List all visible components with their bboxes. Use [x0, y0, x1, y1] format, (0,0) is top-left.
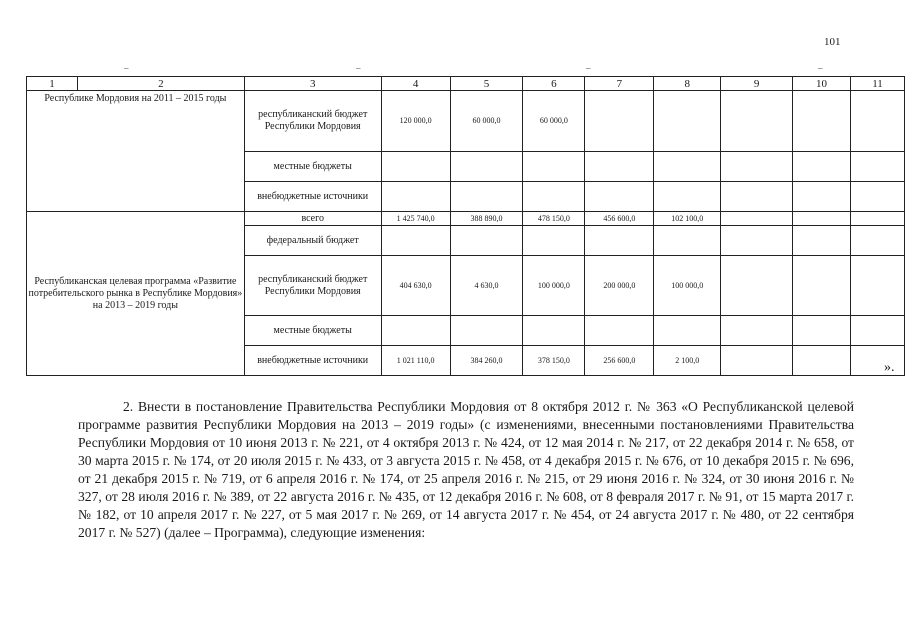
value-cell — [654, 152, 721, 182]
value-cell: 256 600,0 — [585, 346, 654, 376]
value-cell — [450, 316, 523, 346]
table-row — [27, 212, 905, 226]
column-header: 9 — [721, 77, 793, 91]
value-cell — [523, 316, 585, 346]
value-cell — [523, 226, 585, 256]
funding-source: федеральный бюджет — [244, 226, 381, 256]
column-header: 11 — [851, 77, 905, 91]
value-cell — [450, 182, 523, 212]
header-mark: – — [818, 63, 823, 73]
value-cell — [585, 226, 654, 256]
value-cell: 4 630,0 — [450, 256, 523, 316]
value-cell: 378 150,0 — [523, 346, 585, 376]
header-mark: – — [356, 63, 361, 73]
value-cell: 2 100,0 — [654, 346, 721, 376]
value-cell: 60 000,0 — [450, 91, 523, 152]
column-header: 8 — [654, 77, 721, 91]
value-cell — [381, 226, 450, 256]
value-cell — [381, 152, 450, 182]
value-cell — [654, 182, 721, 212]
header-mark: – — [586, 63, 591, 73]
page-number: 101 — [824, 36, 841, 48]
value-cell: 60 000,0 — [523, 91, 585, 152]
header-mark: – — [124, 63, 129, 73]
column-header: 6 — [523, 77, 585, 91]
funding-source: внебюджетные источники — [244, 182, 381, 212]
value-cell — [450, 152, 523, 182]
funding-source: внебюджетные источники — [244, 346, 381, 376]
program-name: Республиканская целевая программа «Развитие потребительского рынка в Республике Мордовия» на 2013 – 2019 годы — [27, 212, 245, 376]
table-header-row — [27, 77, 905, 91]
amendment-paragraph — [78, 398, 854, 542]
value-cell — [654, 91, 721, 152]
column-header: 10 — [793, 77, 851, 91]
value-cell — [654, 226, 721, 256]
funding-source: местные бюджеты — [244, 152, 381, 182]
value-cell: 404 630,0 — [381, 256, 450, 316]
value-cell — [585, 316, 654, 346]
value-cell: 1 021 110,0 — [381, 346, 450, 376]
table-row — [27, 91, 905, 152]
funding-source: республиканский бюджет Республики Мордовия — [244, 91, 381, 152]
funding-source: местные бюджеты — [244, 316, 381, 346]
value-cell: 100 000,0 — [654, 256, 721, 316]
value-cell: 384 260,0 — [450, 346, 523, 376]
paragraph-text: 2. Внести в постановление Правительства Республики Мордовия от 8 октября 2012 г. № 363 «О Республиканской целевой программе развития Республики Мордовия на 2013 – 2019 годы» (с изменениями, внесенными постановлениями Правительства Республики Мордовия от 10 июня 2013 г. № 221, от 4 октября 2013 г. № 424, от 12 мая 2014 г. № 217, от 22 декабря 2014 г. № 658, от 30 марта 2015 г. № 174, от 20 июля 2015 г. № 433, от 3 августа 2015 г. № 458, от 4 декабря 2015 г. № 676, от 10 декабря 2015 г. № 696, от 21 декабря 2015 г. № 719, от 6 апреля 2016 г. № 174, от 25 апреля 2016 г. № 215, от 29 июня 2016 г. № 324, от 30 июня 2016 г. № 327, от 28 июля 2016 г. № 389, от 22 августа 2016 г. № 435, от 12 декабря 2016 г. № 608, от 8 февраля 2017 г. № 91, от 15 марта 2017 г. № 182, от 10 апреля 2017 г. № 227, от 5 мая 2017 г. № 269, от 14 августа 2017 г. № 454, от 24 августа 2017 г. № 480, от 22 сентября 2017 г. № 527) (далее – Программа), следующие изменения: — [78, 399, 854, 540]
value-cell — [523, 152, 585, 182]
value-cell: 388 890,0 — [450, 212, 523, 226]
funding-table — [26, 76, 905, 376]
value-cell: 120 000,0 — [381, 91, 450, 152]
value-cell: 478 150,0 — [523, 212, 585, 226]
value-cell: 200 000,0 — [585, 256, 654, 316]
value-cell — [585, 91, 654, 152]
funding-source: всего — [244, 212, 381, 226]
value-cell: 102 100,0 — [654, 212, 721, 226]
column-header: 2 — [77, 77, 244, 91]
column-header: 1 — [27, 77, 78, 91]
column-header: 4 — [381, 77, 450, 91]
program-name: Республике Мордовия на 2011 – 2015 годы — [27, 91, 245, 212]
value-cell — [585, 182, 654, 212]
value-cell: 456 600,0 — [585, 212, 654, 226]
value-cell — [381, 182, 450, 212]
value-cell: 1 425 740,0 — [381, 212, 450, 226]
value-cell: 100 000,0 — [523, 256, 585, 316]
value-cell — [523, 182, 585, 212]
value-cell — [381, 316, 450, 346]
closing-quote: ». — [884, 360, 895, 375]
column-header: 5 — [450, 77, 523, 91]
value-cell — [585, 152, 654, 182]
value-cell — [654, 316, 721, 346]
value-cell — [450, 226, 523, 256]
column-header: 7 — [585, 77, 654, 91]
funding-source: республиканский бюджет Республики Мордовия — [244, 256, 381, 316]
column-header: 3 — [244, 77, 381, 91]
